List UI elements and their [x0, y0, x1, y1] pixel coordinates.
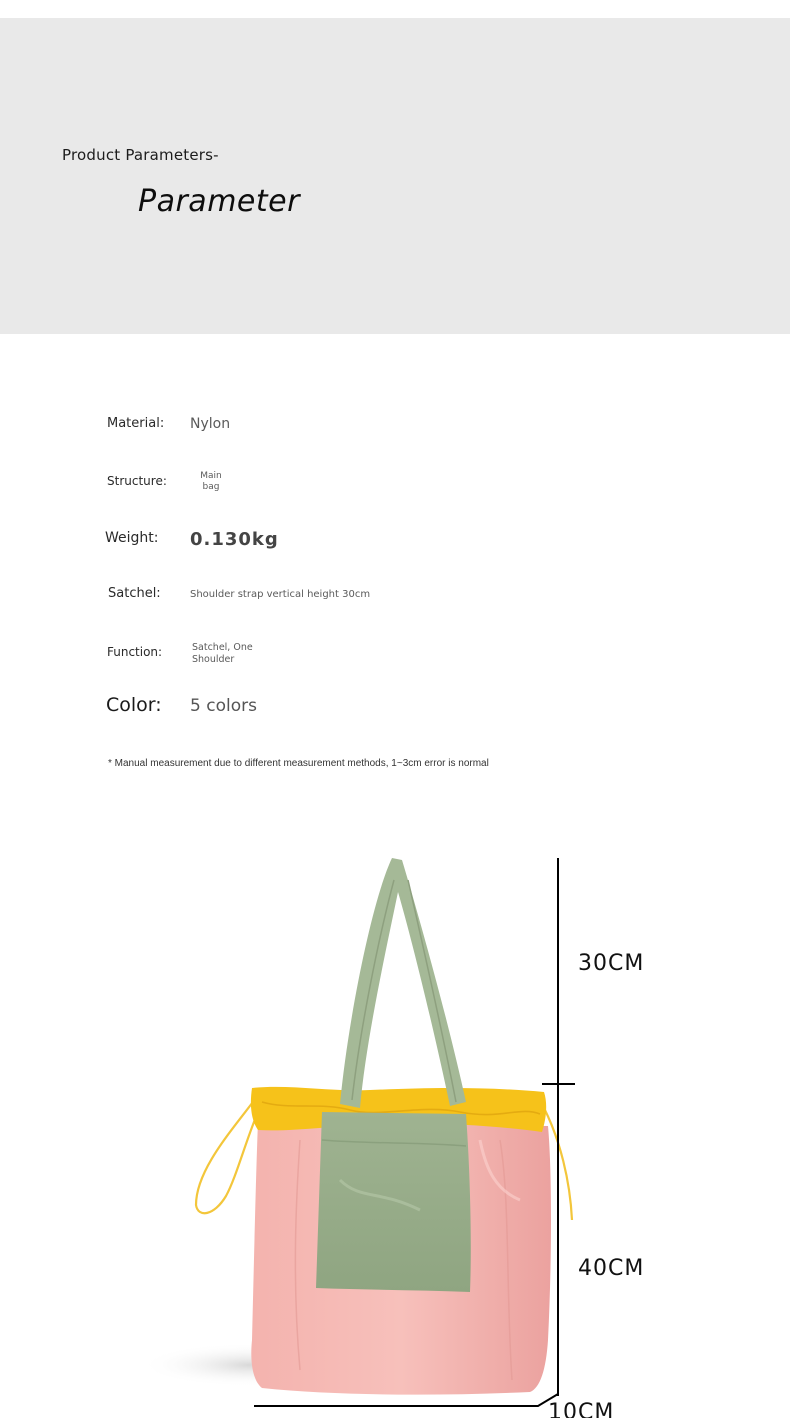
measurement-note: * Manual measurement due to different measurement methods, 1~3cm error is normal [108, 758, 489, 769]
front-pocket [316, 1112, 471, 1292]
weight-label: Weight: [105, 530, 159, 546]
strap-height-label: 30CM [578, 951, 645, 976]
color-label: Color: [106, 694, 162, 716]
parameter-banner [0, 18, 790, 334]
material-label: Material: [107, 416, 165, 431]
banner-title: Parameter [138, 184, 300, 219]
left-drawstring [196, 1098, 258, 1213]
bag-height-label: 40CM [578, 1256, 645, 1281]
structure-label: Structure: [107, 474, 167, 488]
depth-dimension-line [254, 1394, 558, 1406]
bag-strap [340, 858, 466, 1108]
function-label: Function: [107, 645, 163, 659]
color-value: 5 colors [190, 696, 257, 716]
function-value: Satchel, One Shoulder [192, 642, 253, 665]
depth-label: 10CM [548, 1400, 615, 1418]
banner-subtitle: Product Parameters- [62, 146, 219, 164]
bag-illustration [0, 840, 790, 1418]
satchel-label: Satchel: [108, 586, 161, 601]
material-value: Nylon [190, 416, 231, 432]
structure-value: Main bag [200, 471, 222, 492]
satchel-value: Shoulder strap vertical height 30cm [190, 589, 371, 600]
weight-value: 0.130kg [190, 529, 279, 550]
